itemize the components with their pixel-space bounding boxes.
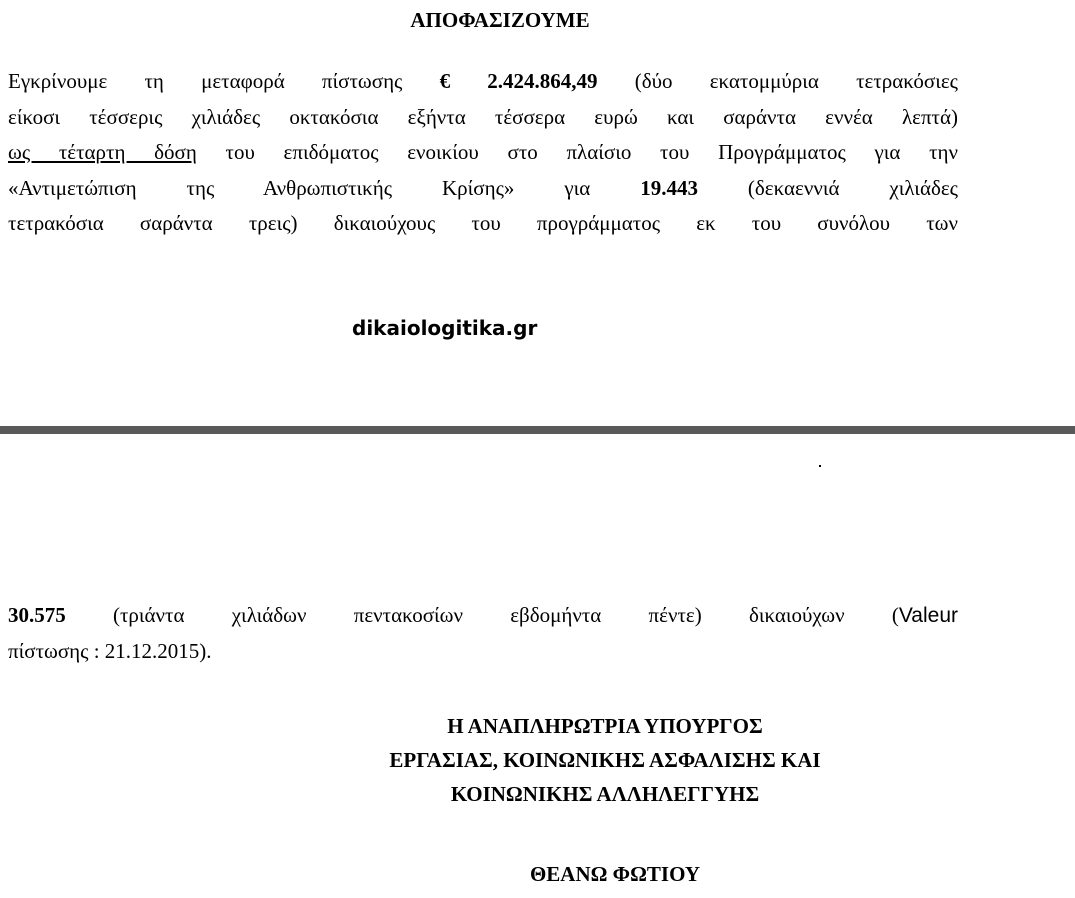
decision-heading: ΑΠΟΦΑΣΙΖΟΥΜΕ	[410, 8, 590, 32]
paragraph-line	[8, 64, 958, 100]
fourth-installment-text: ως τέταρτη δόση	[8, 140, 197, 164]
signature-title-line: ΕΡΓΑΣΙΑΣ, ΚΟΙΝΩΝΙΚΗΣ ΑΣΦΑΛΙΣΗΣ ΚΑΙ	[389, 748, 821, 772]
total-beneficiaries: 30.575	[8, 603, 66, 627]
signature-title-line: ΚΟΙΝΩΝΙΚΗΣ ΑΛΛΗΛΕΓΓΥΗΣ	[450, 782, 760, 806]
credit-amount: € 2.424.864,49	[439, 69, 598, 93]
valeur-text: Valeur	[898, 604, 958, 627]
paragraph-line: πίστωσης : 21.12.2015).	[8, 638, 212, 663]
text: «Αντιμετώπιση της Ανθρωπιστικής Κρίσης» για	[8, 175, 641, 200]
decision-paragraph	[8, 64, 958, 242]
paragraph-line: είκοσι τέσσερις χιλιάδες οκτακόσια εξήντα τέσσερα ευρώ και σαράντα εννέα λεπτά)	[8, 104, 958, 129]
text: (δεκαεννιά χιλιάδες	[697, 175, 958, 200]
paragraph-line	[8, 135, 958, 171]
text: Εγκρίνουμε τη μεταφορά πίστωσης	[8, 69, 440, 93]
page-divider	[0, 426, 1075, 434]
stray-dot	[819, 465, 821, 467]
beneficiaries-count: 19.443	[640, 175, 698, 200]
signature-block	[300, 709, 910, 811]
signatory-name: ΘΕΑΝΩ ΦΩΤΙΟΥ	[529, 862, 701, 886]
signature-title-line: Η ΑΝΑΠΛΗΡΩΤΡΙΑ ΥΠΟΥΡΓΟΣ	[447, 714, 763, 738]
text: (τριάντα χιλιάδων πεντακοσίων εβδομήντα πέντε) δικαιούχων (	[65, 603, 899, 627]
paragraph-line	[8, 598, 958, 634]
continuation-paragraph	[8, 598, 958, 669]
paragraph-line	[8, 171, 958, 207]
text: του επιδόματος ενοικίου στο πλαίσιο του Προγράμματος για την	[196, 140, 958, 164]
paragraph-line: τετρακόσια σαράντα τρεις) δικαιούχους του προγράμματος εκ του συνόλου των	[8, 211, 958, 235]
text: (δύο εκατομμύρια τετρακόσιες	[597, 69, 958, 93]
watermark: dikaiologitika.gr	[352, 316, 538, 340]
